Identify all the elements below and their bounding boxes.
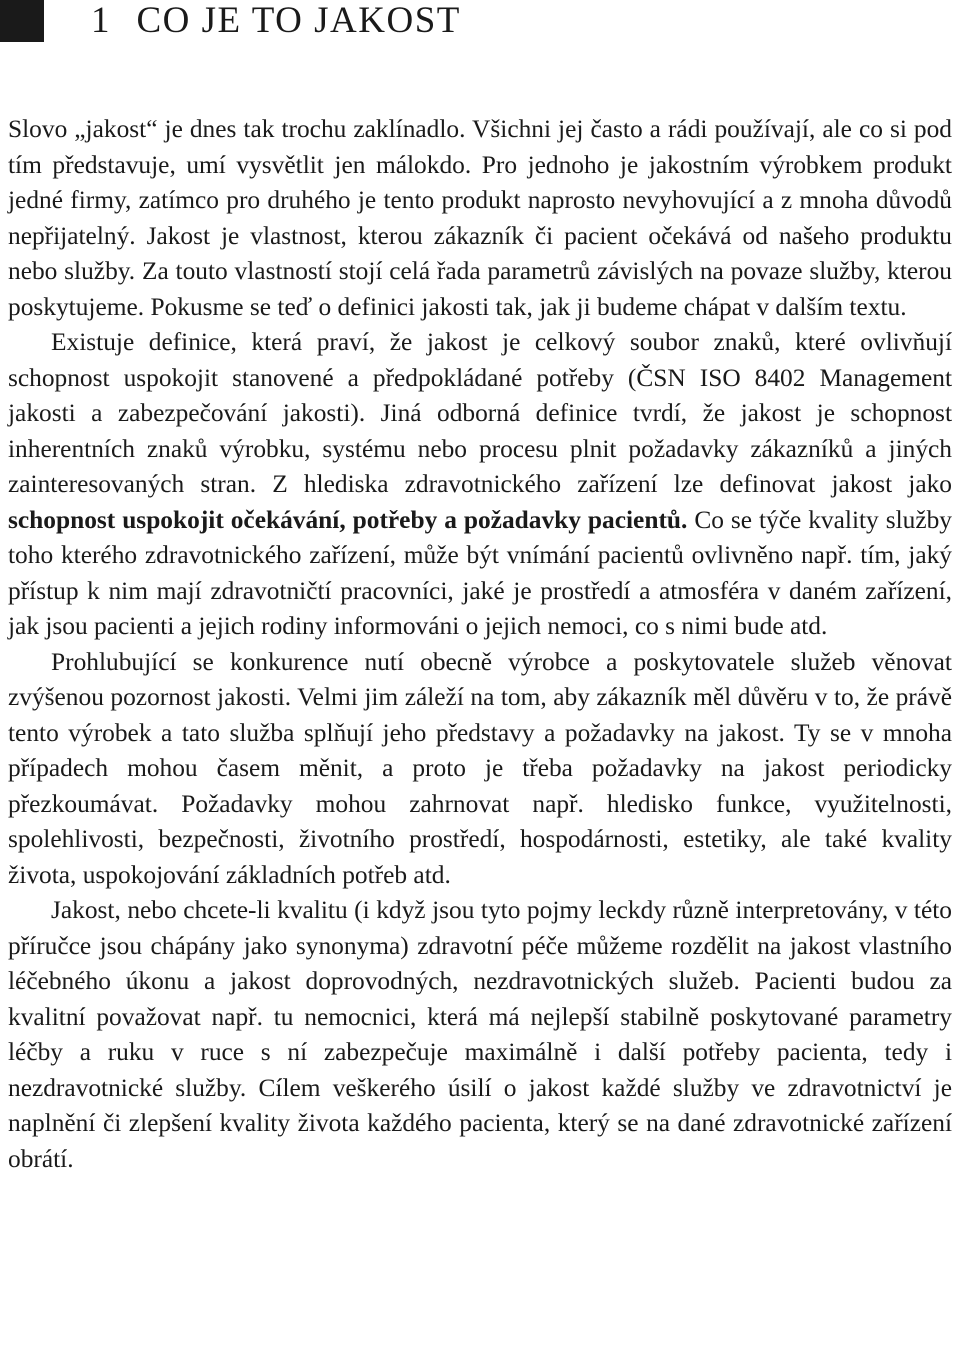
- paragraph-text: Slovo „jakost“ je dnes tak trochu zaklínadlo. Všichni jej často a rádi používají, ale co si pod tím představuje, umí vysvětlit jen málokdo. Pro jednoho je jakostním výrobkem produkt jedné firmy, zatímco pro druhého je tento produkt naprosto nevyhovující a z mnoha důvodů nepřijatelný. Jakost je vlastnost, kterou zákazník či pacient očekává od našeho produktu nebo služby. Za touto vlastností stojí celá řada parametrů závislých na povaze služby, kterou poskytujeme. Pokusme se teď o definici jakosti tak, jak ji budeme chápat v dalším textu.: [8, 115, 952, 321]
- chapter-body: [8, 112, 952, 1177]
- chapter-title: CO JE TO JAKOST: [136, 0, 461, 41]
- paragraph-1: [8, 112, 952, 325]
- chapter-number: 1: [91, 0, 111, 41]
- paragraph-3: [8, 645, 952, 894]
- paragraph-2: [8, 325, 952, 645]
- heading-marker-block: [0, 0, 44, 42]
- paragraph-text: Jakost, nebo chcete-li kvalitu (i když jsou tyto pojmy leckdy různě interpretovány, v této příručce jsou chápány jako synonyma) zdravotní péče můžeme rozdělit na jakost vlastního léčebného úkonu a jakost doprovodných, nezdravotnických služeb. Pacienti budou za kvalitní považovat např. tu nemocnici, která má nejlepší stabilně poskytované parametry léčby a ruku v ruce s ní zabezpečuje maximálně i další potřeby pacienta, tedy i nezdravotnické služby. Cílem veškerého úsilí o jakost každé služby ve zdravotnictví je naplnění či zlepšení kvality života každého pacienta, který se na dané zdravotnické zařízení obrátí.: [8, 896, 952, 1173]
- paragraph-text: Co se týče kvality služby toho kterého zdravotnického zařízení, může být vnímání pacientů ovlivněno např. tím, jaký přístup k nim mají zdravotničtí pracovníci, jaké je prostředí a atmosféra v daném zařízení, jak jsou pacienti a jejich rodiny informováni o jejich nemoci, co s nimi bude atd.: [8, 505, 952, 640]
- paragraph-4: [8, 893, 952, 1177]
- paragraph-text: Prohlubující se konkurence nutí obecně výrobce a poskytovatele služeb věnovat zvýšenou pozornost jakosti. Velmi jim záleží na tom, aby zákazník měl důvěru v to, že právě tento výrobek a tato služba splňují jeho představy a požadavky na jakost. Ty se v mnoha případech mohou časem měnit, a proto je třeba požadavky na jakost periodicky přezkoumávat. Požadavky mohou zahrnovat např. hledisko funkce, využitelnosti, spolehlivosti, bezpečnosti, životního prostředí, hospodárnosti, estetiky, ale také kvality života, uspokojování základních potřeb atd.: [8, 647, 952, 889]
- chapter-heading: [0, 0, 960, 42]
- bold-definition: schopnost uspokojit očekávání, potřeby a požadavky pacientů.: [8, 505, 688, 534]
- paragraph-text: Existuje definice, která praví, že jakost je celkový soubor znaků, které ovlivňují schopnost uspokojit stanovené a předpokládané potřeby (ČSN ISO 8402 Management jakosti a zabezpečování jakosti). Jiná odborná definice tvrdí, že jakost je schopnost inherentních znaků výrobku, systému nebo procesu plnit požadavky zákazníků a jiných zainteresovaných stran. Z hlediska zdravotnického zařízení lze definovat jakost jako: [8, 328, 952, 498]
